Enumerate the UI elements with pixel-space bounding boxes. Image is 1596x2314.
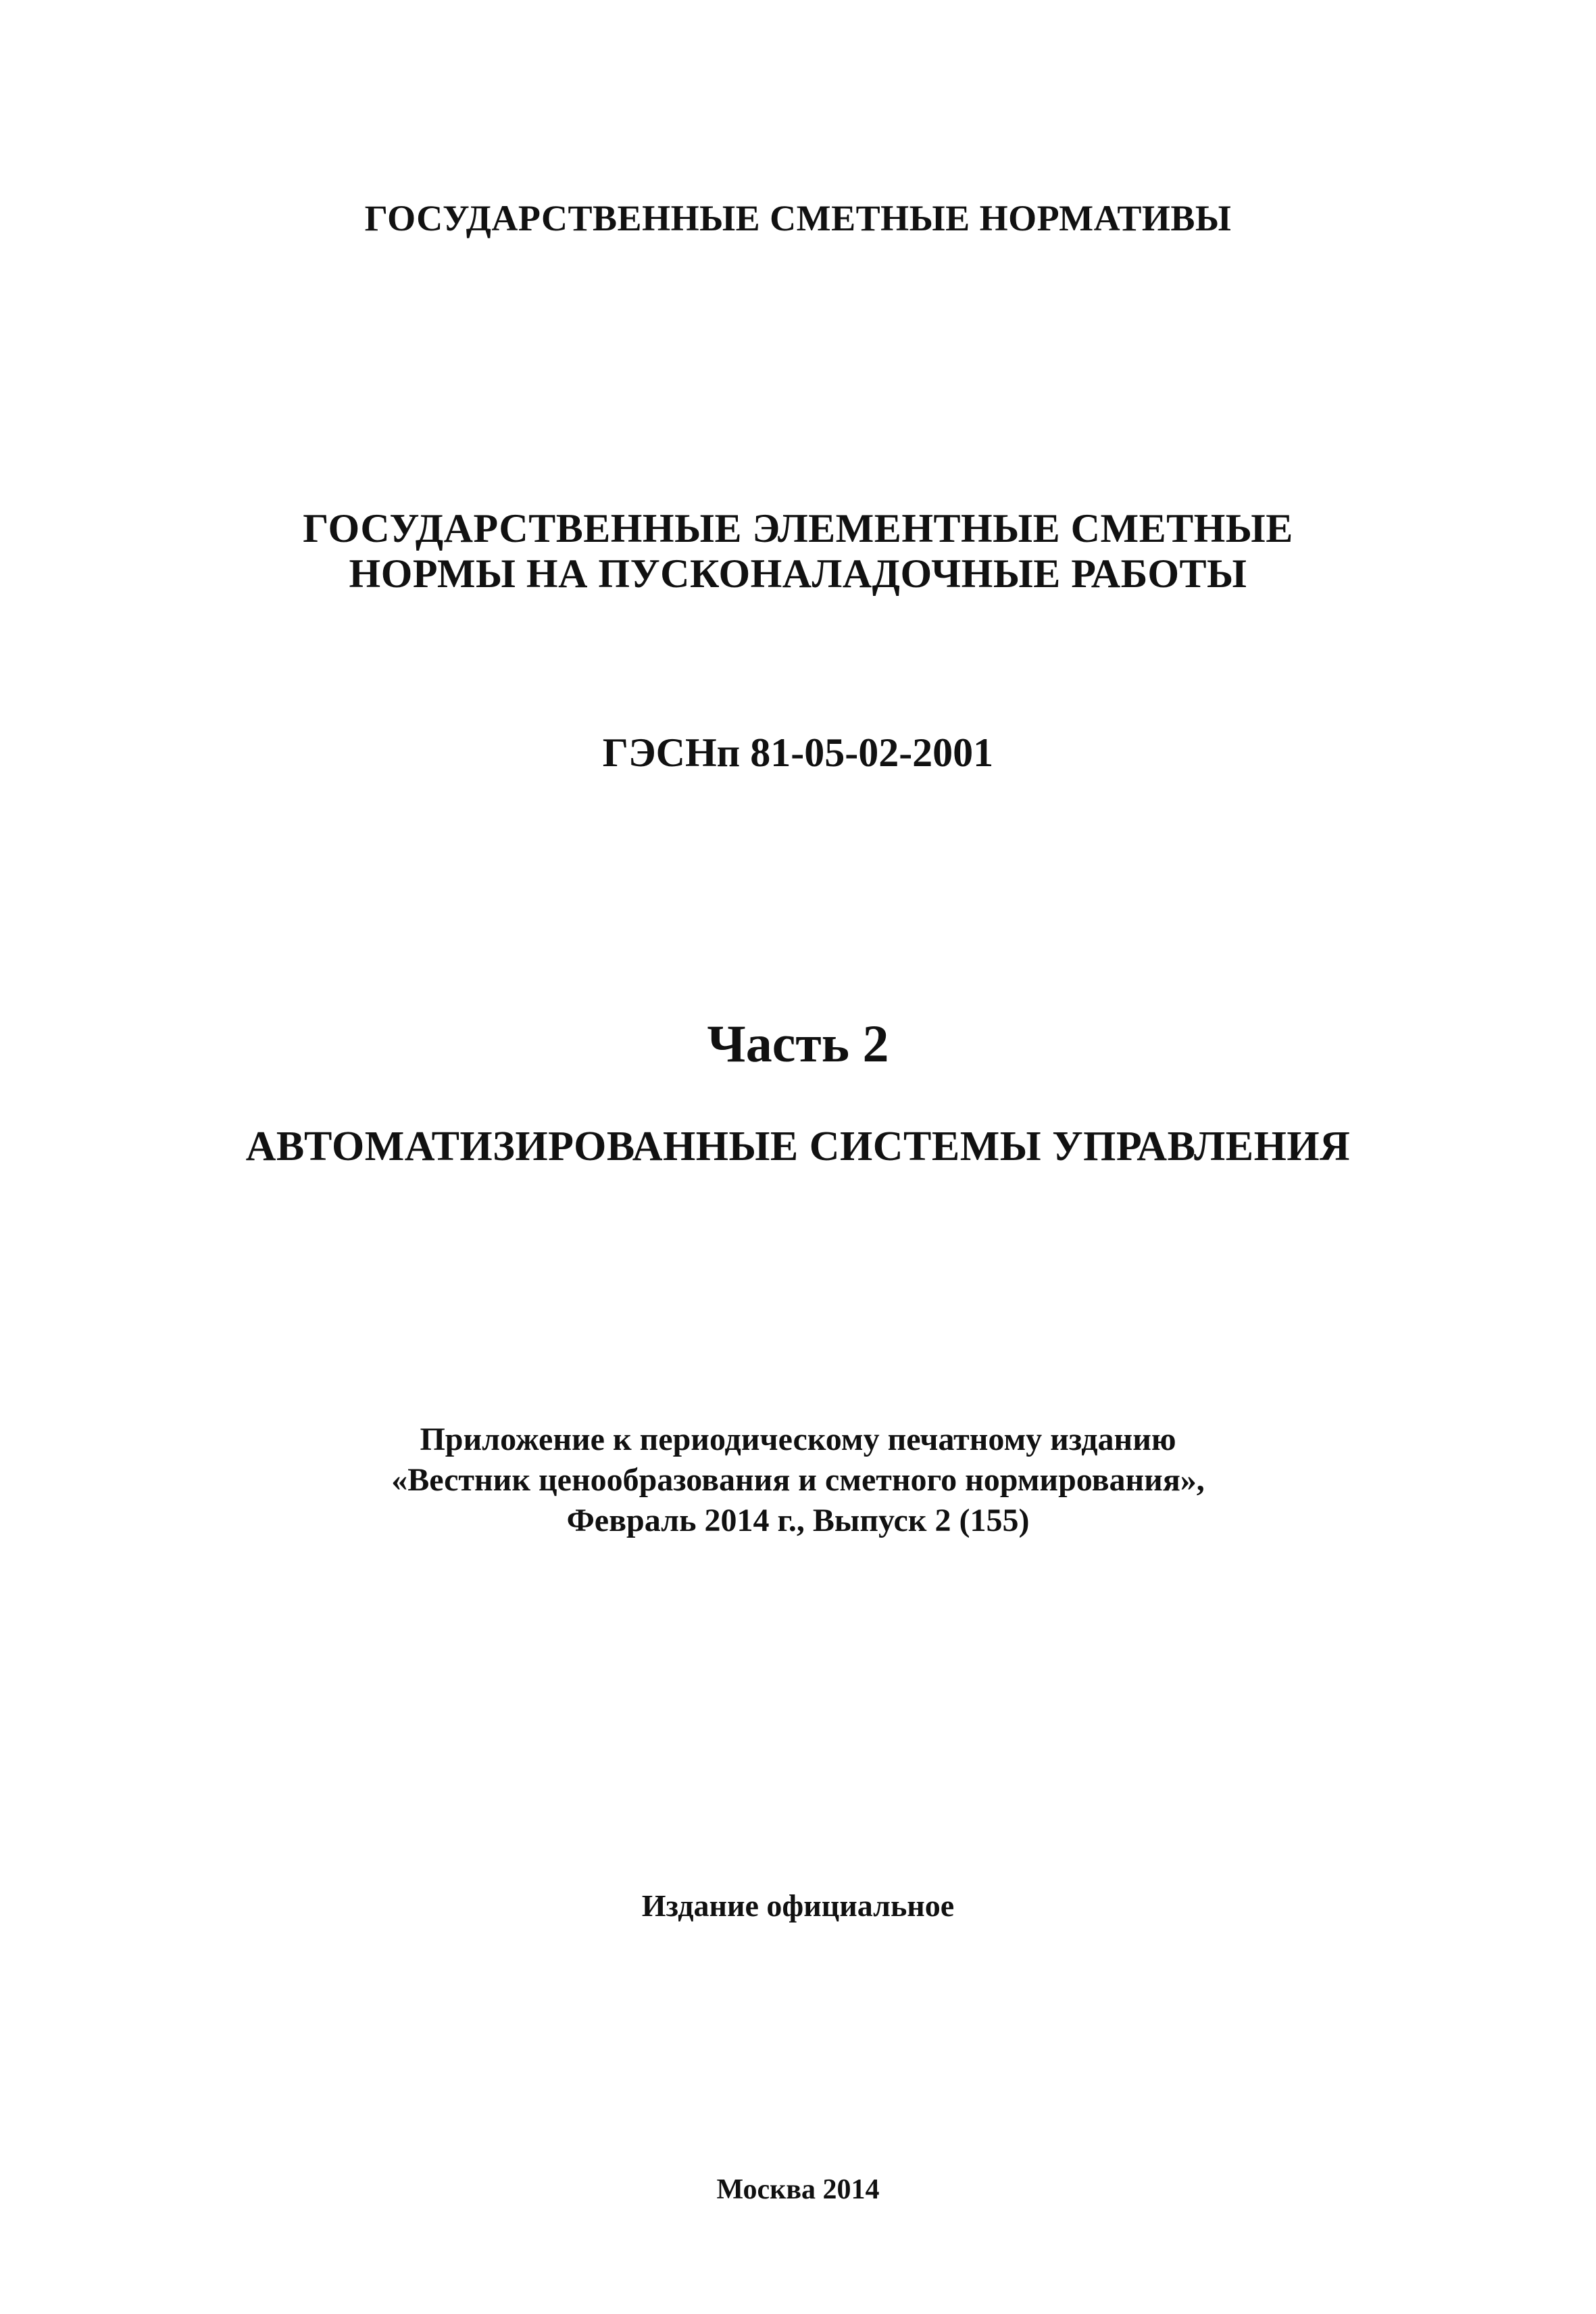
document-title-line-1: ГОСУДАРСТВЕННЫЕ ЭЛЕМЕНТНЫЕ СМЕТНЫЕ: [303, 506, 1293, 551]
appendix-line-2: «Вестник ценообразования и сметного нормирования»,: [391, 1462, 1205, 1498]
appendix-line-1: Приложение к периодическому печатному изданию: [420, 1422, 1176, 1457]
document-code: ГЭСНп 81-05-02-2001: [602, 730, 994, 775]
document-part: Часть 2: [707, 1014, 889, 1073]
document-header: ГОСУДАРСТВЕННЫЕ СМЕТНЫЕ НОРМАТИВЫ: [364, 198, 1232, 238]
appendix-line-3: Февраль 2014 г., Выпуск 2 (155): [566, 1503, 1030, 1538]
publication-city-year: Москва 2014: [716, 2174, 880, 2205]
document-title-line-2: НОРМЫ НА ПУСКОНАЛАДОЧНЫЕ РАБОТЫ: [349, 551, 1247, 596]
edition-note: Издание официальное: [641, 1888, 955, 1923]
document-subtitle: АВТОМАТИЗИРОВАННЫЕ СИСТЕМЫ УПРАВЛЕНИЯ: [245, 1124, 1351, 1169]
